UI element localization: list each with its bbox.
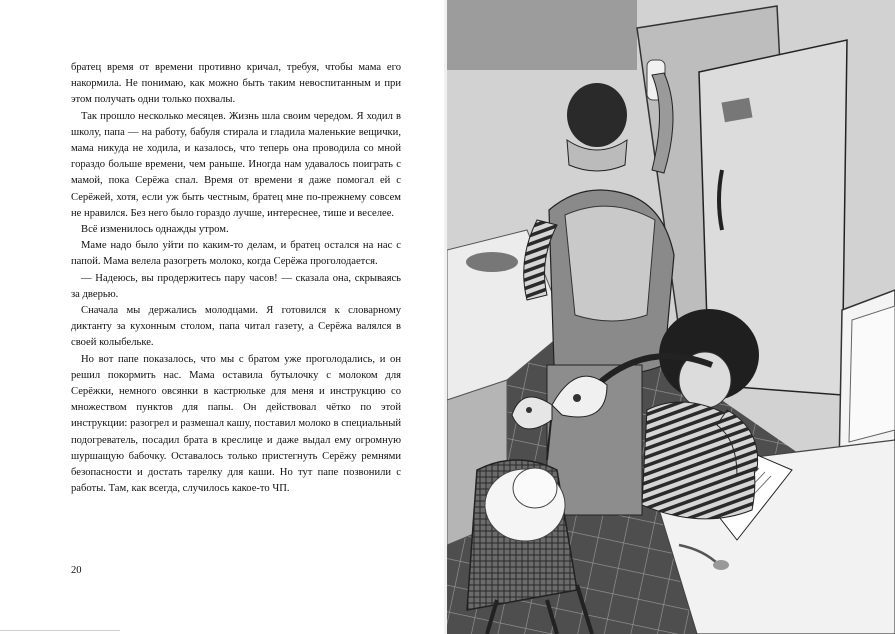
paragraph: Так прошло несколько месяцев. Жизнь шла своим чередом. Я ходил в школу, папа — на работу, бабуля стирала и гладила маленькие вещички, мама никуда не ходила, и казалось, что теперь она проводила со мной гораздо больше времени, чем раньше. Иногда нам удавалось поиграть с мамой, пока Серёжа спал. Время от времени я даже помогал ей с Серёжей, хотя, если уж быть честным, братец мне по-прежнему совсем не нравился. Без него было гораздо лучше, интереснее, тише и веселее. (71, 110, 401, 219)
kitchen-illustration (447, 0, 895, 634)
paragraph: братец время от времени противно кричал, требуя, чтобы мама его накормила. Не понимаю, как можно быть таким невоспитанным и при этом получать одни только похвалы. (71, 62, 401, 106)
paragraph: Маме надо было уйти по каким-то делам, и братец остался на нас с папой. Мама велела разогреть молоко, когда Серёжа проголодается. (71, 240, 401, 268)
father-apron (565, 206, 655, 321)
page-edge-rule (0, 630, 120, 631)
body-text (71, 60, 401, 497)
butterfly-spot (526, 407, 532, 413)
window-pane (849, 306, 895, 442)
father-hair (567, 83, 627, 147)
butterfly-spot (573, 394, 581, 402)
left-page (0, 0, 445, 634)
upper-shadow (447, 0, 637, 70)
saucepan (466, 252, 518, 272)
paragraph: Всё изменилось однажды утром. (81, 224, 229, 236)
page-number: 20 (71, 565, 82, 576)
paragraph: — Надеюсь, вы продержитесь пару часов! — сказала она, скрываясь за дверью. (71, 272, 401, 300)
baby-head (513, 468, 557, 508)
paragraph: Сначала мы держались молодцами. Я готовился к словарному диктанту за кухонным столом, папа читал газету, а Серёжа валялся в своей колыбельке. (71, 305, 401, 349)
spoon-bowl (713, 560, 729, 570)
illustration-page (447, 0, 895, 634)
paragraph: Но вот папе показалось, что мы с братом уже проголодались, и он решил покормить нас. Мама оставила бутылочку с молоком для Серёжки, немного овсянки в кастрюльке для меня и инструкцию со множеством пунктов для папы. Он действовал чётко по этой инструкции: разогрел и размешал кашу, поставил молоко в специальный подогреватель, посадил брата в креслице и даже выдал ему огромную шуршащую бабочку. Оставалось только пристегнуть Серёжу ремнями безопасности и достать тарелку для каши. Но тут папе позвонили с работы. Там, как всегда, случилось какое-то ЧП. (71, 353, 401, 495)
